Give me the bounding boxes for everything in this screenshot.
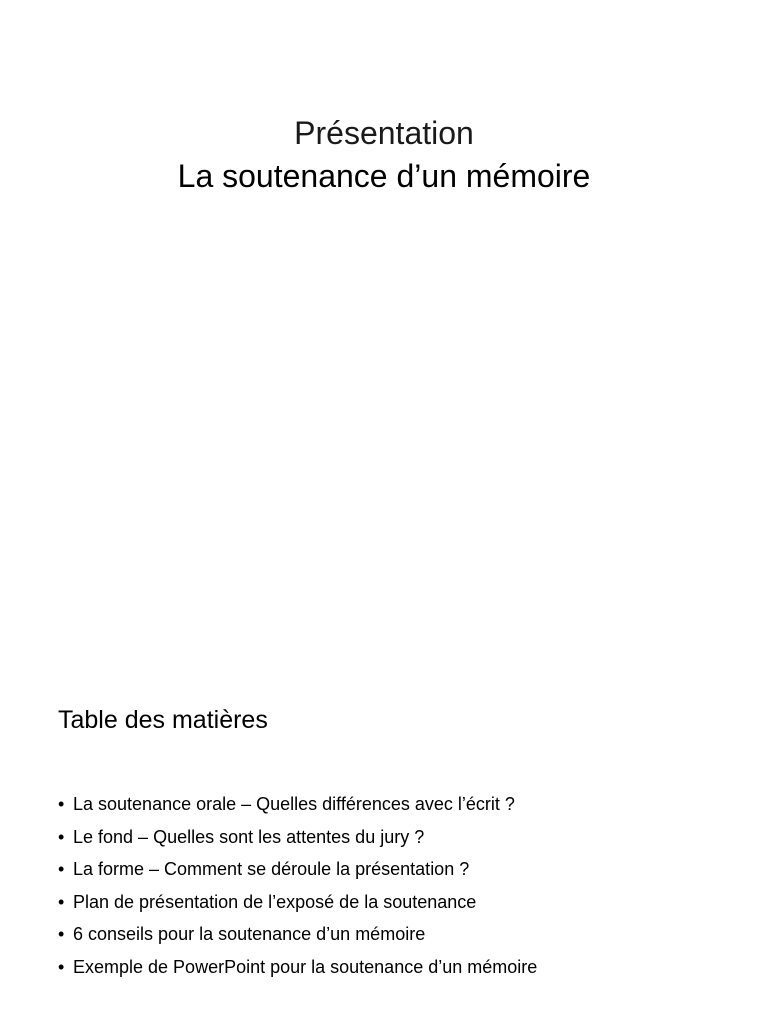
toc-item-label: La soutenance orale – Quelles différences avec l’écrit ? — [73, 794, 515, 814]
toc-item — [58, 853, 738, 886]
toc-item — [58, 951, 738, 984]
toc-heading: Table des matières — [58, 706, 268, 734]
bullet-icon: • — [58, 859, 65, 879]
toc-item — [58, 788, 738, 821]
toc-item-label: Exemple de PowerPoint pour la soutenance d’un mémoire — [73, 956, 538, 977]
bullet-icon: • — [58, 924, 65, 944]
bullet-icon: • — [58, 891, 65, 912]
bullet-icon: • — [58, 826, 65, 847]
toc-item — [58, 886, 738, 919]
title-subject: La soutenance d’un mémoire — [177, 158, 591, 194]
toc-item-label: La forme – Comment se déroule la présentation ? — [73, 859, 470, 879]
title-presentation: Présentation — [294, 115, 474, 151]
bullet-icon: • — [58, 956, 65, 977]
toc-item — [58, 918, 738, 951]
toc-item-label: 6 conseils pour la soutenance d’un mémoire — [73, 924, 426, 944]
toc-list — [58, 788, 738, 983]
toc-item-label: Le fond – Quelles sont les attentes du jury ? — [73, 826, 425, 847]
toc-item-label: Plan de présentation de l’exposé de la soutenance — [73, 891, 477, 912]
bullet-icon: • — [58, 794, 65, 814]
toc-item — [58, 821, 738, 854]
slide-title — [0, 112, 768, 198]
